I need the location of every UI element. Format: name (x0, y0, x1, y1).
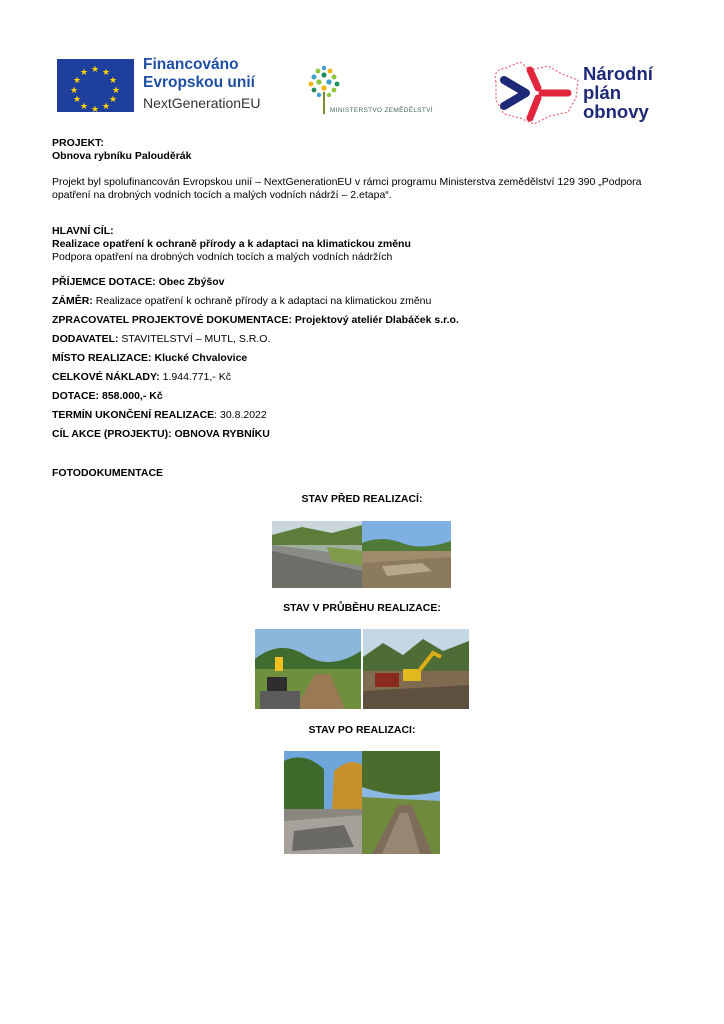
photo-section-heading: FOTODOKUMENTACE (52, 467, 164, 479)
detail-label: ZÁMĚR: (52, 295, 93, 307)
detail-value: Obec Zbýšov (155, 276, 225, 288)
detail-label: ZPRACOVATEL PROJEKTOVÉ DOKUMENTACE: (52, 314, 292, 326)
detail-value: Realizace opatření k ochraně přírody a k adaptaci na klimatickou změnu (92, 295, 432, 307)
project-description-line1: Projekt byl spolufinancován Evropskou unií – NextGenerationEU v rámci programu Ministerstva zemědělství 129 390 „Podpora (52, 176, 642, 188)
detail-label: CÍL AKCE (PROJEKTU): (52, 428, 172, 440)
photo-during-2 (363, 629, 469, 709)
detail-supplier (52, 333, 270, 346)
photo-after-2 (362, 751, 440, 854)
detail-label: MÍSTO REALIZACE: (52, 352, 152, 364)
detail-intent (52, 295, 431, 308)
detail-label: TERMÍN UKONČENÍ REALIZACE (52, 409, 215, 421)
detail-label: DODAVATEL: (52, 333, 119, 345)
eu-flag-icon: ★ ★ ★ ★ ★ ★ ★ ★ ★ ★ ★ ★ (57, 59, 134, 112)
caption-before: STAV PŘED REALIZACÍ: (301, 493, 423, 505)
detail-goal (52, 428, 270, 441)
detail-value: 858.000,- Kč (99, 390, 163, 402)
detail-end-date (52, 409, 267, 422)
npo-logo-line1: Národní (583, 63, 653, 84)
project-label: PROJEKT: (52, 137, 104, 149)
photo-before-1 (272, 521, 362, 588)
eu-funding-logo-text (143, 56, 261, 113)
project-description-line2: opatření na drobných vodních tocích a malých vodních nádrží – 2.etapa“. (52, 189, 392, 201)
detail-value: STAVITELSTVÍ – MUTL, S.R.O. (118, 333, 271, 345)
goal-label: HLAVNÍ CÍL: (52, 225, 114, 237)
detail-recipient (52, 276, 225, 289)
detail-value: Projektový ateliér Dlabáček s.r.o. (291, 314, 459, 326)
detail-subsidy (52, 390, 163, 403)
detail-value: : 30.8.2022 (214, 409, 267, 421)
photo-during-1 (255, 629, 361, 709)
project-name: Obnova rybníku Palouděrák (52, 150, 192, 162)
goal-subtitle: Podpora opatření na drobných vodních tocích a malých vodních nádržích (52, 251, 393, 263)
npo-logo-line2: plán (583, 82, 622, 103)
detail-value: Klucké Chvalovice (151, 352, 248, 364)
ministry-name: MINISTERSTVO ZEMĚDĚLSTVÍ (330, 107, 433, 114)
detail-label: DOTACE: (52, 390, 100, 402)
detail-value: 1.944.771,- Kč (159, 371, 231, 383)
npo-logo-line3: obnovy (583, 101, 649, 122)
npo-logo-mark-icon (490, 58, 582, 128)
detail-location (52, 352, 247, 365)
eu-logo-line2: Evropskou unií (143, 74, 255, 91)
photo-before-2 (362, 521, 451, 588)
detail-label: PŘÍJEMCE DOTACE: (52, 276, 156, 288)
eu-logo-line1: Financováno (143, 56, 239, 73)
detail-label: CELKOVÉ NÁKLADY: (52, 371, 160, 383)
photo-after-1 (284, 751, 362, 854)
detail-value: OBNOVA RYBNÍKU (171, 428, 270, 440)
detail-documentation (52, 314, 459, 327)
caption-during: STAV V PRŮBĚHU REALIZACE: (283, 602, 441, 614)
detail-total-cost (52, 371, 231, 384)
caption-after: STAV PO REALIZACI: (308, 724, 416, 736)
goal-title: Realizace opatření k ochraně přírody a k adaptaci na klimatickou změnu (52, 238, 411, 250)
npo-logo-text (583, 64, 653, 121)
eu-logo-line3: NextGenerationEU (143, 95, 261, 111)
